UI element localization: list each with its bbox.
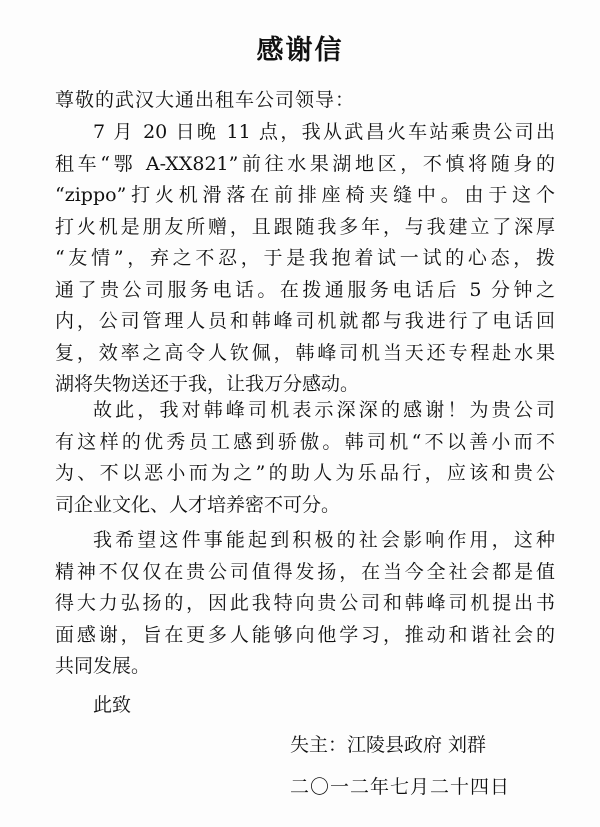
letter-sender: 失主：江陵县政府 刘群	[290, 734, 487, 756]
paragraph-line: 有这样的优秀员工感到骄傲。韩司机“不以善小而不	[55, 430, 555, 453]
paragraph-line: “友情”，弃之不忍，于是我抱着试一试的心态，拨	[55, 247, 555, 269]
paragraph-line: 通了贵公司服务电话。在拨通服务电话后 5 分钟之	[55, 278, 555, 301]
paragraph-line: 复，效率之高令人钦佩，韩峰司机当天还专程赴水果	[55, 341, 555, 364]
paragraph-line: 共同发展。	[55, 655, 151, 677]
letter-date: 二〇一二年七月二十四日	[290, 776, 511, 798]
paragraph-line: 内，公司管理人员和韩峰司机就都与我进行了电话回	[55, 310, 555, 332]
paragraph-line: 租车“鄂 A-XX821”前往水果湖地区，不慎将随身的	[55, 152, 555, 175]
letter-title: 感谢信	[256, 35, 344, 66]
paragraph-line: 湖将失物送还于我，让我万分感动。	[55, 373, 360, 395]
letter-closing: 此致	[93, 694, 132, 716]
paragraph-line: 精神不仅仅在贵公司值得发扬，在当今全社会都是值	[55, 560, 555, 583]
paragraph-line: 为、不以恶小而为之”的助人为乐品行，应该和贵公	[55, 462, 555, 484]
paragraph-line: 7 月 20 日晚 11 点，我从武昌火车站乘贵公司出	[93, 121, 555, 143]
letter-paragraph-2	[55, 395, 555, 521]
paragraph-line: “zippo”打火机滑落在前排座椅夹缝中。由于这个	[55, 184, 555, 206]
letter-paragraph-1	[55, 117, 555, 401]
paragraph-line: 司企业文化、人才培养密不可分。	[55, 493, 341, 516]
paragraph-line: 得大力弘扬的，因此我特向贵公司和韩峰司机提出书	[55, 592, 555, 614]
paragraph-line: 故此，我对韩峰司机表示深深的感谢！为贵公司	[93, 399, 555, 421]
paragraph-line: 面感谢，旨在更多人能够向他学习，推动和谐社会的	[55, 623, 555, 646]
paragraph-line: 打火机是朋友所赠，且跟随我多年，与我建立了深厚	[55, 215, 555, 238]
letter-salutation: 尊敬的武汉大通出租车公司领导：	[55, 89, 356, 111]
paragraph-line: 我希望这件事能起到积极的社会影响作用，这种	[93, 529, 555, 551]
letter-paragraph-3	[55, 525, 555, 683]
